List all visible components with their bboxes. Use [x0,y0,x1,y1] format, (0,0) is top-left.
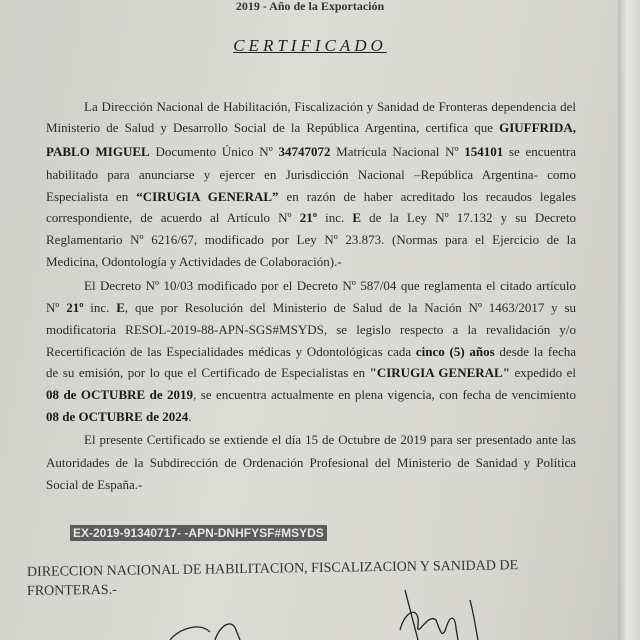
body-text: de la Ley Nº 17.132 y su Decreto [360,210,576,225]
signature-right [400,590,478,640]
body-text: Matrícula Nacional Nº [330,144,465,159]
body-text: , se encuentra actualmente en plena vigencia, con fecha de vencimiento [193,387,576,402]
bold-text: “CIRUGIA GENERAL” [136,189,279,204]
bold-text: cinco (5) años [415,344,495,359]
bold-text: 21º [299,210,317,225]
body-text: se encuentra [503,144,577,159]
bold-text: E [116,300,125,315]
bold-text: 154101 [464,144,504,159]
bold-text: 34747072 [278,144,331,159]
bold-text: 21º [66,300,84,315]
body-text: correspondiente, de acuerdo al Artículo Nº [46,210,300,225]
body-text: de su emisión, por lo que el Certificado de Especialistas en [46,365,370,380]
bold-text: GIUFFRIDA, [499,120,576,135]
body-text: . [188,409,192,424]
body-text: habilitado para anunciarse y ejercer en Jurisdicción Nacional –República Argentina- como [46,167,576,182]
body-text: Medicina, Odontología y Actividades de Colaboración).- [46,254,342,269]
bold-text: E [352,210,361,225]
body-text: El Decreto Nº 10/03 modificado por el Decreto Nº 587/04 que reglamenta el citado artículo [84,278,576,293]
signature-left [170,624,240,640]
bold-text: 08 de OCTUBRE de 2024 [46,409,189,424]
document-title: CERTIFICADO [233,36,387,55]
body-text: modificatoria RESOL-2019-88-APN-SGS#MSYDS, se legislo respecto a la revalidación y/o [46,322,576,337]
expediente-number: EX-2019-91340717- -APN-DNHFYSF#MSYDS [70,525,327,541]
body-text: Documento Único Nº [149,144,279,159]
body-text: inc. [83,300,117,315]
bold-text: 08 de OCTUBRE de 2019 [46,387,194,402]
body-text: Social de España.- [46,477,143,492]
body-text: desde la fecha [494,344,577,359]
bold-text: "CIRUGIA GENERAL" [369,365,510,380]
body-text: inc. [316,210,353,225]
body-text: Autoridades de la Subdirección de Ordenación Profesional del Ministerio de Sanidad y Política [46,455,576,470]
body-text: Especialista en [46,189,137,204]
signature-block-line2: FRONTERAS.- [26,582,117,599]
body-text: Ministerio de Salud y Desarrollo Social de la República Argentina, certifica que [46,120,500,135]
header-motto: 2019 - Año de la Exportación [235,0,385,13]
body-text: en razón de haber acreditado los recaudos legales [278,189,577,204]
body-text: La Dirección Nacional de Habilitación, Fiscalización y Sanidad de Fronteras dependencia del [84,99,576,114]
body-text: El presente Certificado se extiende el día 15 de Octubre de 2019 para ser presentado ante las [84,432,576,447]
body-text: Reglamentario Nº 6216/67, modificado por Ley Nº 23.873. (Normas para el Ejercicio de la [46,232,576,247]
bold-text: PABLO MIGUEL [46,144,150,159]
body-text: Nº [46,300,67,315]
body-text: expedido el [509,365,576,380]
signature-block-line1: DIRECCION NACIONAL DE HABILITACION, FISCALIZACION Y SANIDAD DE [26,558,519,580]
body-text: Recertificación de las Especialidades médicas y Odontológicas cada [46,344,416,359]
body-text: , que por Resolución del Ministerio de Salud de la Nación Nº 1463/2017 y su [124,300,576,315]
